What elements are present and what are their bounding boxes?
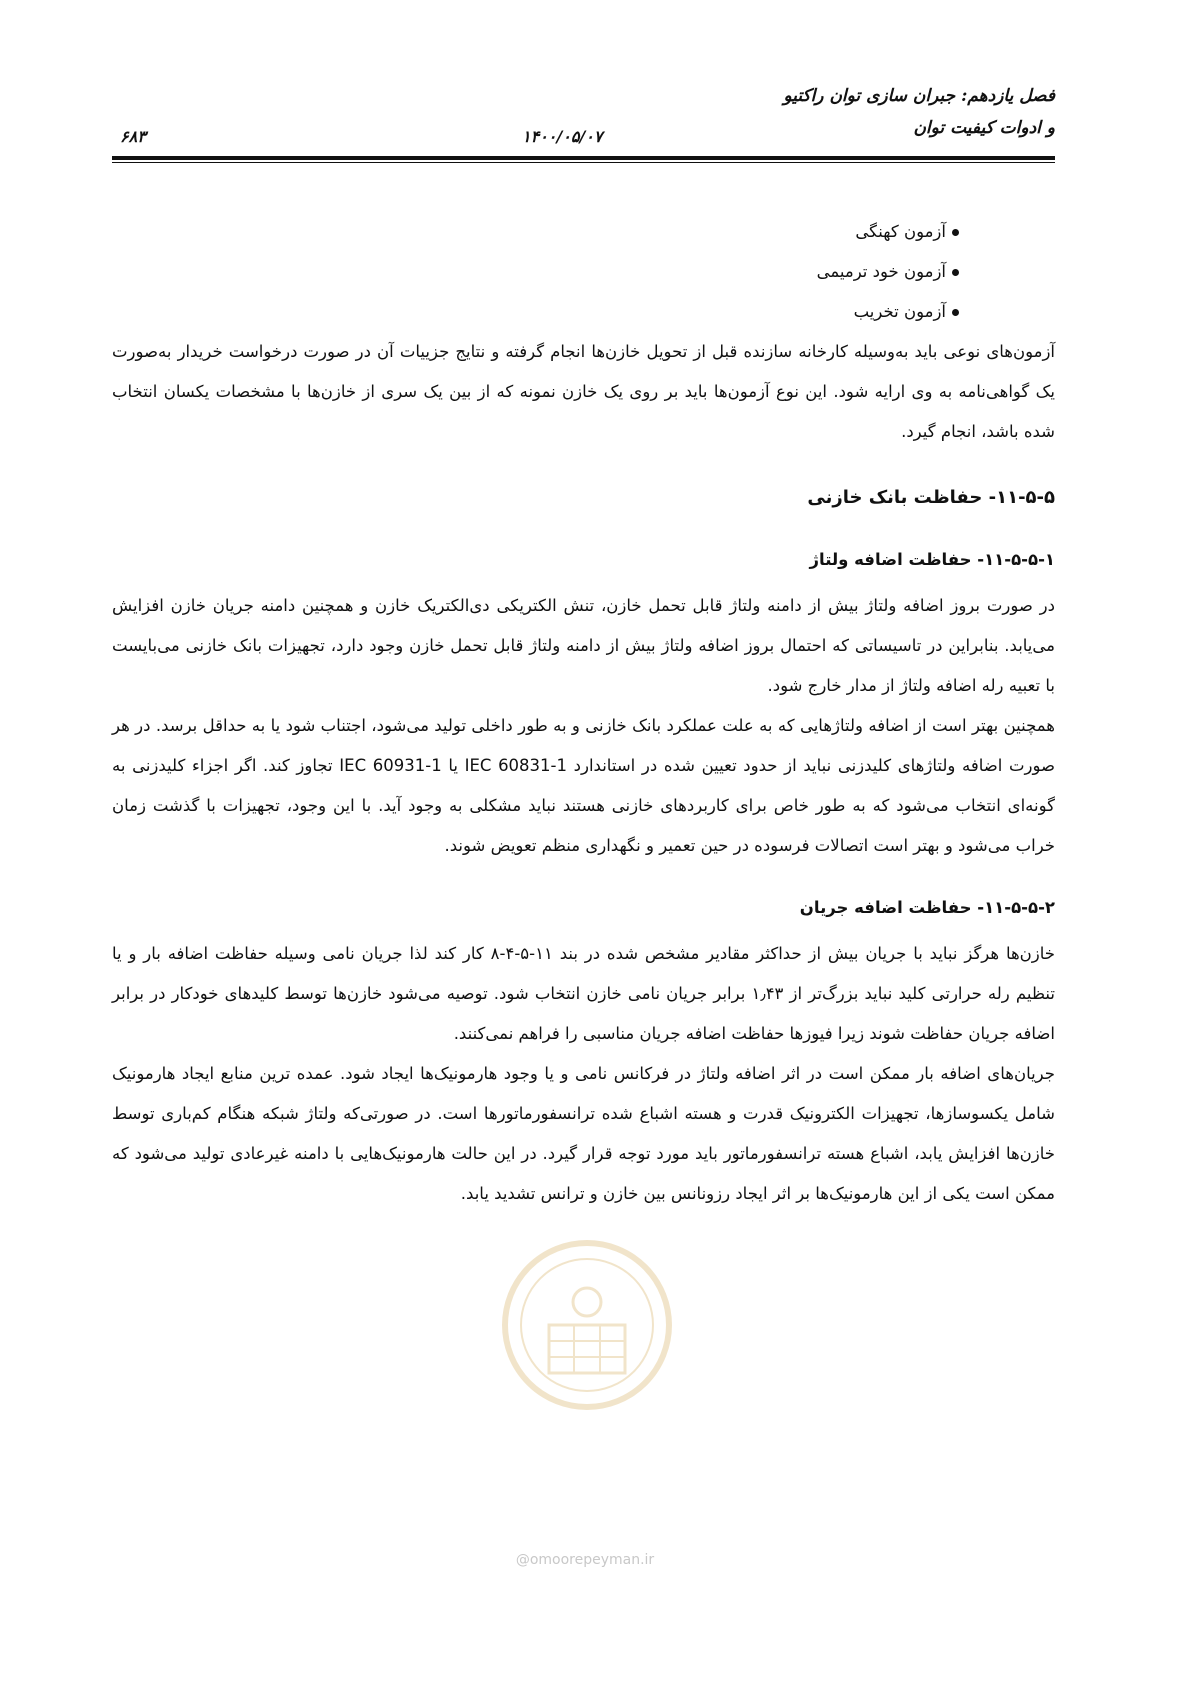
watermark-text: @omoorepeyman.ir xyxy=(515,1552,655,1568)
list-item: آزمون خود ترمیمی xyxy=(112,252,959,292)
bullet-icon xyxy=(952,229,959,236)
section-heading: ۱۱-۵-۵- حفاظت بانک خازنی xyxy=(807,487,1055,508)
overcurrent-paragraph-2: جریان‌های اضافه بار ممکن است در اثر اضافه ولتاژ در فرکانس نامی و یا وجود هارمونیک‌ها ایجاد شود. عمده ترین منابع ایجاد هارمونیک شامل یکسوسازها، تجهیزات الکترونیک قدرت و هسته اشباع شده ترانسفورماتورها است. در صورتی‌که ولتاژ شبکه هنگام کم‌باری توسط خازن‌ها افزایش یابد، اشباع هسته ترانسفورماتور باید مورد توجه قرار گیرد. در این حالت هارمونیک‌هایی با دامنه غیرعادی تولید می‌شود که ممکن است یکی از این هارمونیک‌ها بر اثر ایجاد رزونانس بین خازن و ترانس تشدید یابد. xyxy=(112,1064,1055,1203)
header-date: ۱۴۰۰/۰۵/۰۷ xyxy=(522,127,603,146)
subsection-heading-overvoltage: ۱۱-۵-۵-۱- حفاظت اضافه ولتاژ xyxy=(809,550,1055,569)
page-number: ۶۸۳ xyxy=(120,127,146,146)
subsection-heading-overcurrent: ۱۱-۵-۵-۲- حفاظت اضافه جریان xyxy=(799,898,1055,917)
page-header xyxy=(112,80,1055,160)
chapter-title-line2: و ادوات کیفیت توان xyxy=(913,118,1055,138)
seal-watermark-icon xyxy=(487,1230,687,1450)
test-list xyxy=(112,212,1055,332)
list-item: آزمون کهنگی xyxy=(112,212,959,252)
overcurrent-paragraph-1: خازن‌ها هرگز نباید با جریان بیش از حداکثر مقادیر مشخص شده در بند ۱۱-۵-۴-۸ کار کند لذا جریان نامی وسیله حفاظت اضافه بار و یا تنظیم رله حرارتی کلید نباید بزرگ‌تر از ۱٫۴۳ برابر جریان نامی خازن انتخاب شود. توصیه می‌شود خازن‌ها توسط کلیدهای خودکار در برابر اضافه جریان حفاظت شوند زیرا فیوزها حفاظت اضافه جریان مناسبی را فراهم نمی‌کنند. xyxy=(112,944,1055,1043)
intro-paragraph: آزمون‌های نوعی باید به‌وسیله کارخانه سازنده قبل از تحویل خازن‌ها انجام گرفته و نتایج جزییات آن در صورت درخواست خریدار به‌صورت یک گواهی‌نامه به وی ارایه شود. این نوع آزمون‌ها باید بر روی یک خازن نمونه که از بین یک سری از خازن‌ها با مشخصات یکسان انتخاب شده باشد، انجام گیرد. xyxy=(112,342,1055,441)
bullet-icon xyxy=(952,269,959,276)
page-content xyxy=(112,212,1055,1214)
list-item: آزمون تخریب xyxy=(112,292,959,332)
overvoltage-paragraph-2: همچنین بهتر است از اضافه ولتاژهایی که به علت عملکرد بانک خازنی و به طور داخلی تولید می‌شود، اجتناب شود یا به حداقل برسد. در هر صورت اضافه ولتاژهای کلیدزنی نباید از حدود تعیین شده در استاندارد IEC 60831-1 یا IEC 60931-1 تجاوز کند. اگر اجزاء کلیدزنی به گونه‌ای انتخاب می‌شود که به طور خاص برای کاربردهای خازنی هستند نباید مشکلی به وجود آید. با این وجود، تجهیزات با گذشت زمان خراب می‌شود و بهتر است اتصالات فرسوده در حین تعمیر و نگهداری منظم تعویض شوند. xyxy=(112,716,1056,855)
bullet-icon xyxy=(952,309,959,316)
header-rule-thick xyxy=(112,156,1055,160)
chapter-title-line1: فصل یازدهم: جبران سازی توان راکتیو xyxy=(783,86,1055,106)
header-rule-thin xyxy=(112,162,1055,163)
chapter-title xyxy=(783,80,1055,144)
overvoltage-paragraph-1: در صورت بروز اضافه ولتاژ بیش از دامنه ولتاژ قابل تحمل خازن، تنش الکتریکی دی‌الکتریک خازن و همچنین دامنه جریان خازن افزایش می‌یابد. بنابراین در تاسیساتی که احتمال بروز اضافه ولتاژ بیش از دامنه ولتاژ قابل تحمل خازن وجود دارد، تجهیزات بانک خازنی می‌بایست با تعبیه رله اضافه ولتاژ از مدار خارج شود. xyxy=(112,596,1055,695)
